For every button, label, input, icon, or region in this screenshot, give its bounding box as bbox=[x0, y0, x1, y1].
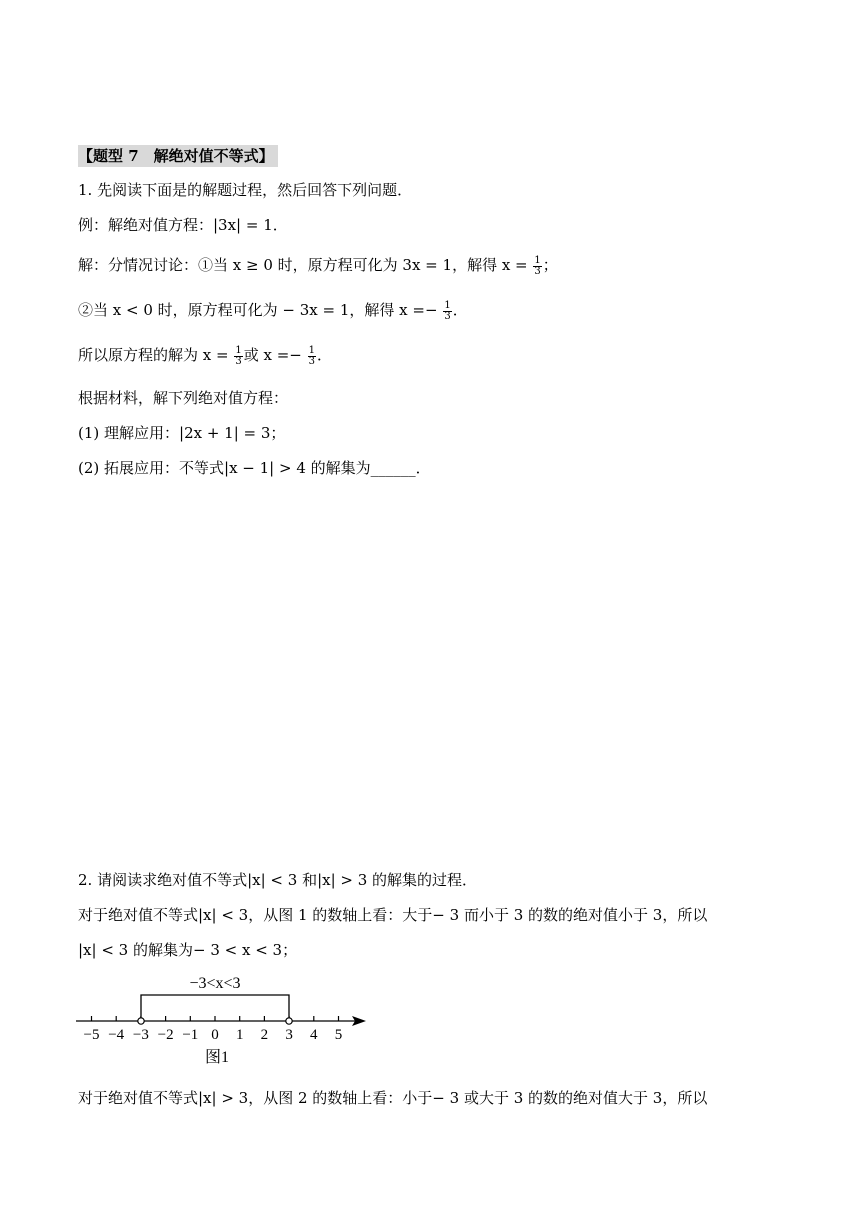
q2-para2: 对于绝对值不等式|x| > 3，从图 2 的数轴上看：小于− 3 或大于 3 的数的绝对值大于 3，所以 bbox=[78, 1089, 708, 1107]
tick-label: 0 bbox=[211, 1027, 219, 1043]
fraction-one-third bbox=[234, 346, 242, 367]
fraction-one-third bbox=[533, 256, 541, 277]
fraction-denominator: 3 bbox=[308, 355, 315, 367]
q1-part1: (1) 理解应用：|2x + 1| = 3； bbox=[78, 424, 286, 442]
tick-label: −2 bbox=[157, 1027, 174, 1043]
q1-summary-or: 或 x =− bbox=[243, 346, 307, 364]
q1-instruction: 根据材料，解下列绝对值方程： bbox=[78, 389, 289, 407]
q1-case1-end: ； bbox=[542, 256, 558, 274]
q2-intro: 2. 请阅读求绝对值不等式|x| < 3 和|x| > 3 的解集的过程． bbox=[78, 871, 478, 889]
figure-1-number-line bbox=[70, 968, 380, 1068]
tick-label: 3 bbox=[285, 1027, 293, 1043]
fraction-denominator: 3 bbox=[534, 265, 541, 277]
fraction-numerator: 1 bbox=[444, 299, 451, 311]
q1-case2-text: ②当 x < 0 时，原方程可化为 − 3x = 1，解得 x =− bbox=[78, 301, 443, 319]
tick-label: −1 bbox=[182, 1027, 199, 1043]
q1-summary-end: ． bbox=[317, 346, 333, 364]
figure-caption: 图1 bbox=[204, 1049, 230, 1066]
q1-solution-summary bbox=[78, 345, 332, 367]
fraction-denominator: 3 bbox=[444, 310, 451, 322]
tick-label: 2 bbox=[260, 1027, 269, 1043]
q1-summary-text: 所以原方程的解为 x = bbox=[78, 346, 234, 364]
q1-part2: (2) 拓展应用：不等式|x − 1| > 4 的解集为______． bbox=[78, 459, 431, 477]
tick-label: 4 bbox=[310, 1027, 318, 1043]
interval-label: −3<x<3 bbox=[189, 975, 241, 992]
tick-label: −4 bbox=[108, 1027, 125, 1043]
section-title: 【题型 7 解绝对值不等式】 bbox=[78, 145, 278, 167]
fraction-numerator: 1 bbox=[534, 254, 541, 266]
q1-case2-end: ． bbox=[452, 301, 468, 319]
q2-para1: 对于绝对值不等式|x| < 3，从图 1 的数轴上看：大于− 3 而小于 3 的数的绝对值小于 3，所以 bbox=[78, 906, 708, 924]
q1-intro: 1. 先阅读下面是的解题过程，然后回答下列问题． bbox=[78, 181, 413, 199]
fraction-one-third bbox=[443, 301, 451, 322]
axis-ticks bbox=[84, 1016, 343, 1043]
open-circle-minus3 bbox=[138, 1018, 144, 1024]
fraction-denominator: 3 bbox=[235, 355, 242, 367]
fraction-numerator: 1 bbox=[235, 344, 242, 356]
tick-label: −5 bbox=[83, 1027, 100, 1043]
q1-solution-case1 bbox=[78, 255, 558, 277]
q1-case1-text: 解：分情况讨论：①当 x ≥ 0 时，原方程可化为 3x = 1，解得 x = bbox=[78, 256, 533, 274]
fraction-one-third bbox=[308, 346, 316, 367]
q1-example: 例：解绝对值方程：|3x| = 1． bbox=[78, 216, 288, 234]
q1-solution-case2 bbox=[78, 300, 468, 322]
tick-label: 1 bbox=[235, 1027, 244, 1043]
tick-label: −3 bbox=[132, 1027, 149, 1043]
q2-para1-cont: |x| < 3 的解集为− 3 < x < 3； bbox=[78, 941, 298, 959]
open-circle-3 bbox=[286, 1018, 292, 1024]
tick-label: 5 bbox=[334, 1027, 343, 1043]
fraction-numerator: 1 bbox=[308, 344, 315, 356]
